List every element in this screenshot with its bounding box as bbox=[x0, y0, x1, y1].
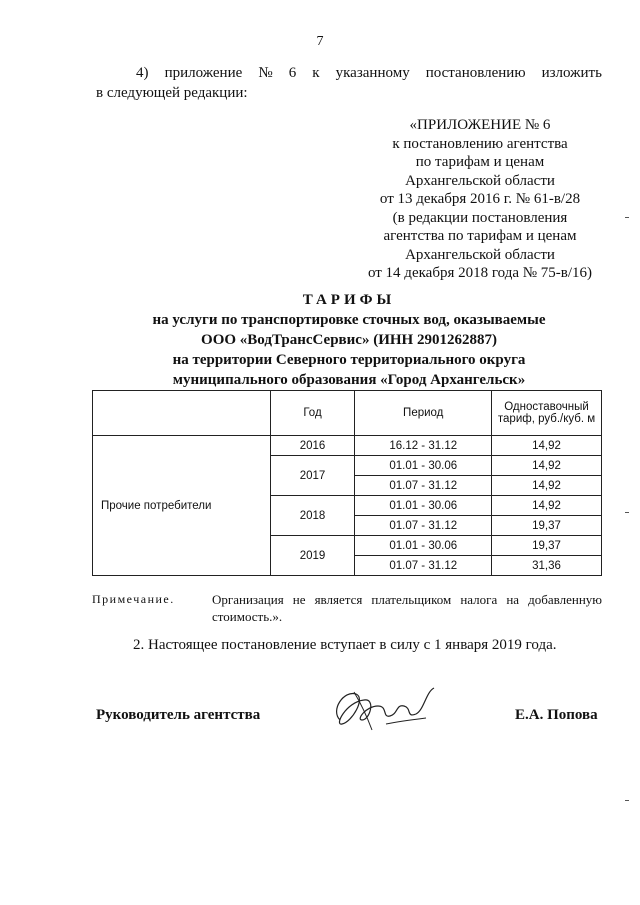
appendix-line: по тарифам и ценам bbox=[415, 154, 545, 170]
item-4-word: № bbox=[258, 65, 273, 81]
document-title bbox=[96, 290, 602, 390]
page-number: 7 bbox=[316, 34, 324, 49]
period-cell: 01.07 - 31.12 bbox=[355, 476, 492, 496]
item-4-line-2: в следующей редакции: bbox=[96, 85, 248, 101]
scan-mark bbox=[625, 512, 629, 513]
appendix-line: «ПРИЛОЖЕНИЕ № 6 bbox=[409, 117, 551, 133]
table-note bbox=[92, 591, 602, 625]
item-4-word: приложение bbox=[164, 65, 243, 81]
appendix-line: агентства по тарифам и ценам bbox=[383, 228, 577, 244]
tariff-cell: 19,37 bbox=[492, 516, 602, 536]
appendix-line: Архангельской области bbox=[405, 172, 555, 189]
appendix-line: от 14 декабря 2018 года № 75-в/16) bbox=[367, 265, 593, 281]
signatory-position: Руководитель агентства bbox=[96, 707, 261, 723]
tariffs-table bbox=[92, 390, 602, 576]
item-2-paragraph: 2. Настоящее постановление вступает в силу с 1 января 2019 года. bbox=[133, 637, 557, 653]
handwritten-signature bbox=[326, 680, 446, 740]
tariff-cell: 14,92 bbox=[492, 436, 602, 456]
table-row bbox=[93, 436, 602, 456]
period-cell: 01.07 - 31.12 bbox=[355, 556, 492, 576]
item-4-word: к bbox=[312, 65, 320, 81]
header-consumer bbox=[93, 391, 271, 436]
appendix-line: (в редакции постановления bbox=[392, 209, 568, 226]
item-4-word: постановлению bbox=[425, 65, 526, 81]
period-cell: 01.01 - 30.06 bbox=[355, 456, 492, 476]
title-line: ООО «ВодТрансСервис» (ИНН 2901262887) bbox=[201, 332, 497, 348]
note-text: Организация не является плательщиком налога на добавленную стоимость.». bbox=[212, 592, 602, 624]
period-cell: 01.07 - 31.12 bbox=[355, 516, 492, 536]
header-period: Период bbox=[355, 391, 492, 436]
year-cell: 2017 bbox=[270, 456, 355, 496]
tariff-cell: 14,92 bbox=[492, 476, 602, 496]
title-line: на услуги по транспортировке сточных вод, оказываемые bbox=[152, 312, 546, 328]
tariff-cell: 14,92 bbox=[492, 456, 602, 476]
note-label: Примечание. bbox=[92, 592, 175, 606]
table-header-row bbox=[93, 391, 602, 436]
appendix-line: к постановлению агентства bbox=[392, 135, 568, 152]
header-tariff: Одноставочный тариф, руб./куб. м bbox=[492, 391, 602, 436]
tariff-cell: 31,36 bbox=[492, 556, 602, 576]
period-cell: 16.12 - 31.12 bbox=[355, 436, 492, 456]
tariff-cell: 19,37 bbox=[492, 536, 602, 556]
period-cell: 01.01 - 30.06 bbox=[355, 496, 492, 516]
year-cell: 2016 bbox=[270, 436, 355, 456]
item-4-line-1 bbox=[96, 63, 602, 83]
scan-mark bbox=[625, 217, 629, 218]
item-4-paragraph bbox=[96, 63, 602, 103]
appendix-heading bbox=[330, 116, 630, 283]
scan-mark bbox=[625, 800, 629, 801]
year-cell: 2018 bbox=[270, 496, 355, 536]
consumer-cell: Прочие потребители bbox=[93, 436, 271, 576]
item-4-word: указанному bbox=[335, 65, 410, 81]
signatory-name: Е.А. Попова bbox=[515, 707, 598, 723]
header-year: Год bbox=[270, 391, 355, 436]
period-cell: 01.01 - 30.06 bbox=[355, 536, 492, 556]
appendix-line: от 13 декабря 2016 г. № 61-в/28 bbox=[379, 191, 581, 207]
title-word: ТАРИФЫ bbox=[302, 292, 396, 308]
title-line: на территории Северного территориального округа bbox=[172, 352, 526, 368]
year-cell: 2019 bbox=[270, 536, 355, 576]
item-4-word: 4) bbox=[136, 65, 149, 81]
item-4-word: 6 bbox=[288, 65, 297, 81]
title-line: муниципального образования «Город Архангельск» bbox=[172, 372, 526, 388]
appendix-line: Архангельской области bbox=[405, 246, 555, 263]
tariff-cell: 14,92 bbox=[492, 496, 602, 516]
item-4-word: изложить bbox=[541, 65, 602, 81]
